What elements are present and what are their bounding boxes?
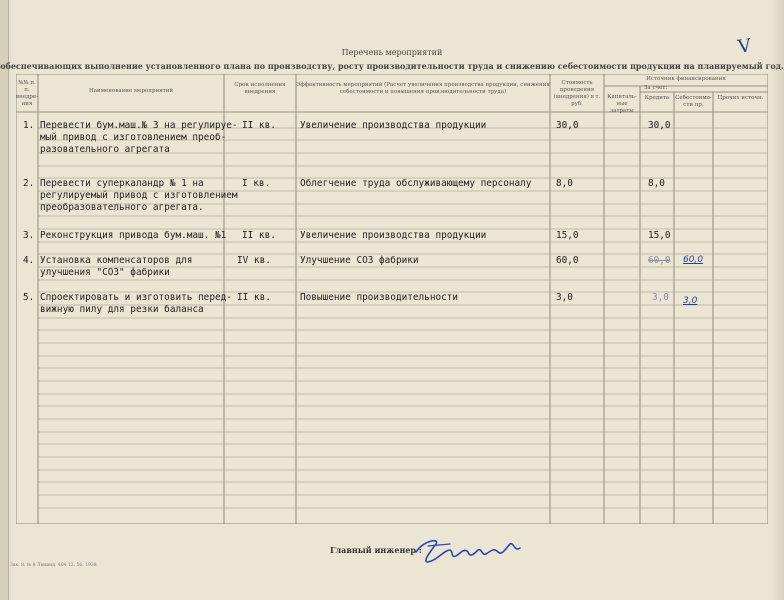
header-cost: Стоимость проведения (внедрения) в т. руб.	[553, 80, 601, 107]
row-2-name-line-3: преобразовательного агрегата.	[40, 202, 204, 213]
row-2-name-line-1: Перевести суперкаландр № 1 на	[40, 178, 204, 189]
row-4-deadline: IV кв.	[237, 255, 271, 266]
row-5-effect: Повышение производительности	[300, 292, 459, 303]
row-5-deadline: II кв.	[237, 292, 271, 303]
header-measure-name: Наименование мероприятий	[88, 88, 174, 94]
header-efficiency: Эффективность мероприятий (Расчет увеличения производства продукции, снижения себестоимости и повышения производительности труда)	[296, 82, 550, 95]
row-4-cost: 60,0	[556, 255, 579, 266]
row-2-cost: 8,0	[556, 178, 573, 189]
row-2-name-line-2: регулируемый привод с изготовлением	[40, 190, 238, 201]
handwritten-check-mark: V	[736, 35, 753, 58]
row-3-name-line-1: Реконструкция привода бум.маш. №1	[40, 230, 227, 241]
row-3-credit: 15,0	[648, 230, 671, 241]
row-5-number: 5.	[23, 292, 35, 303]
row-3-deadline: II кв.	[242, 230, 276, 241]
row-1-effect: Увеличение производства продукции	[300, 120, 487, 131]
row-5-cost: 3,0	[556, 292, 573, 303]
header-prime-cost: Себестоимо-сти пр.	[675, 95, 712, 108]
measures-table	[16, 74, 768, 524]
header-credit: Кредита	[644, 95, 670, 101]
header-capital: Капиталь-ные затраты	[607, 94, 637, 114]
row-1-name-line-3: разовательного агрегата	[40, 144, 170, 155]
row-2-number: 2.	[23, 178, 35, 189]
row-4-number: 4.	[23, 255, 35, 266]
document-subtitle: обеспечивающих выполнение установленного плана по производству, росту производительности труда и снижению себестоимости продукции на планируемый год.	[0, 61, 784, 71]
header-deadline: Срок исполнения внедрения	[234, 82, 286, 95]
row-1-cost: 30,0	[556, 120, 579, 131]
row-4-effect: Улучшение СОЗ фабрики	[300, 255, 419, 266]
row-1-name-line-1: Перевести бум.маш.№ 3 на регулируе-	[40, 120, 238, 131]
row-5-name-line-1: Спроектировать и изготовить перед-	[40, 292, 232, 303]
row-5-credit-struck: 3,0	[652, 292, 669, 303]
chief-engineer-signature	[410, 532, 525, 570]
row-3-effect: Увеличение производства продукции	[300, 230, 487, 241]
row-2-deadline: I кв.	[242, 178, 271, 189]
row-4-credit-struck: 60,0	[648, 255, 671, 266]
left-binding-strip	[0, 0, 9, 600]
row-2-credit: 8,0	[648, 178, 665, 189]
header-number: №№ п. п. внедре-ния	[16, 80, 39, 107]
row-4-name-line-2: улучшения "СОЗ" фабрики	[40, 267, 170, 278]
row-5-name-line-2: вижную пилу для резки баланса	[40, 304, 204, 315]
row-1-number: 1.	[23, 120, 35, 131]
document-title: Перечень мероприятий	[341, 48, 443, 57]
row-4-name-line-1: Установка компенсаторов для	[40, 255, 193, 266]
row-1-deadline: II кв.	[242, 120, 276, 131]
header-funding-account: За счет:	[644, 85, 668, 91]
chief-engineer-label: Главный инженер :	[330, 545, 422, 555]
row-2-effect: Облегчение труда обслуживающему персоналу	[300, 178, 532, 189]
row-4-prime-cost-handwritten: 60,0	[683, 255, 704, 265]
header-funding-sources: Источник финансирования	[646, 76, 726, 82]
print-footer: Зак. 8. № 8 Ленинд. 404 12. 56. 1938	[10, 563, 97, 568]
row-3-cost: 15,0	[556, 230, 579, 241]
row-3-number: 3.	[23, 230, 35, 241]
row-1-credit: 30,0	[648, 120, 671, 131]
row-1-name-line-2: мый привод с изготовлением преоб-	[40, 132, 227, 143]
header-other: Прочих источн.	[717, 95, 764, 101]
row-5-prime-cost-handwritten: 3,0	[683, 296, 698, 306]
